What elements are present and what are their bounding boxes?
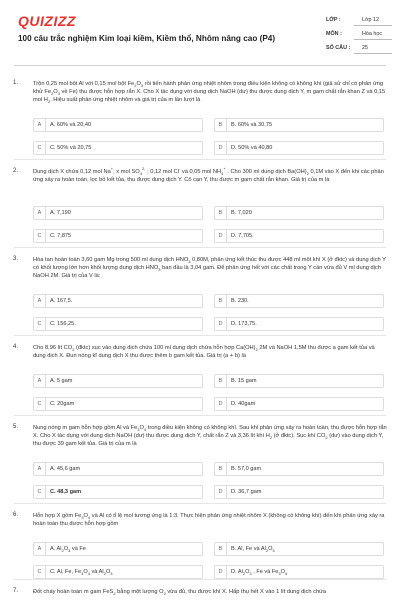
option-letter-badge: C: [34, 566, 46, 578]
option-a[interactable]: [33, 542, 203, 556]
question-divider: [14, 415, 386, 416]
question-text: Nung nóng m gam hỗn hợp gồm Al và $Fe_3O_4$ trong điều kiện không có không khí. Sau khi phản ứng xảy ra hoàn toàn, thu được hỗn hợp rắn X. Cho X tác dụng với dung dịch NaOH (dư) thu được dung dịch Y, chất rắn Z và 3,36 lít khí $H_2$ (ở đktc). Sục khí $CO_2$ (dư) vào dung dịch Y, thu được 39 gam kết tủa. Giá trị của m là: [33, 425, 387, 448]
option-text: C. 7,875: [50, 233, 72, 239]
question-number: 7.: [13, 588, 19, 594]
question-number: 5.: [13, 424, 19, 430]
option-d[interactable]: [214, 397, 384, 411]
option-text: A. 7,190: [50, 210, 71, 216]
question-number: 4.: [13, 344, 19, 350]
option-c[interactable]: [33, 141, 203, 155]
option-text: B. 57,0 gam: [231, 466, 262, 472]
option-letter-badge: A: [34, 119, 46, 131]
option-letter-badge: C: [34, 142, 46, 154]
option-text: C. Al, Fe, $Fe_3O_4$ và $Al_2O_3$: [50, 569, 113, 577]
option-letter-badge: A: [34, 375, 46, 387]
option-d[interactable]: [214, 565, 384, 579]
meta-count-value: 25: [362, 45, 368, 51]
option-text: D. 173,75.: [231, 321, 257, 327]
option-b[interactable]: [214, 206, 384, 220]
option-a[interactable]: [33, 118, 203, 132]
option-letter-badge: C: [34, 318, 46, 330]
option-letter-badge: C: [34, 230, 46, 242]
meta-subject-underline: [354, 39, 392, 40]
meta-grade-label: LỚP :: [326, 17, 341, 23]
meta-count-underline: [354, 53, 392, 54]
option-letter-badge: B: [215, 463, 227, 475]
option-letter-badge: D: [215, 318, 227, 330]
meta-grade-underline: [354, 25, 392, 26]
option-c[interactable]: [33, 397, 203, 411]
option-letter-badge: D: [215, 142, 227, 154]
question-number: 1.: [13, 80, 19, 86]
meta-grade-value: Lớp 12: [362, 17, 380, 23]
question-divider: [14, 579, 386, 580]
option-text: A. 5 gam: [50, 378, 73, 384]
option-a[interactable]: [33, 374, 203, 388]
option-letter-badge: A: [34, 543, 46, 555]
option-b[interactable]: [214, 542, 384, 556]
option-letter-badge: B: [215, 375, 227, 387]
meta-subject-value: Hóa học: [362, 31, 383, 37]
option-d[interactable]: [214, 485, 384, 499]
meta-subject-label: MÔN :: [326, 31, 342, 37]
option-text: D. 40gam: [231, 401, 256, 407]
option-d[interactable]: [214, 229, 384, 243]
question-text: Trộn 0,25 mol bột Al với 0,15 mol bột $Fe_2O_3$ rồi tiến hành phản ứng nhiệt nhôm trong điều kiện không có không khí (giả sử chỉ có phản ứng khử $Fe_2O_3$ về Fe) thu được hỗn hợp rắn X. Cho X tác dụng với dung dịch NaOH (dư) thu được dung dịch Y, m gam chất rắn khan Z và 0,15 mol $H_2$. Hiệu suất phản ứng nhiệt nhôm và giá trị của m lần lượt là: [33, 81, 386, 105]
option-c[interactable]: [33, 485, 203, 499]
option-letter-badge: A: [34, 463, 46, 475]
worksheet-header: [0, 0, 400, 62]
option-a[interactable]: [33, 206, 203, 220]
option-text: A. 45,6 gam: [50, 466, 81, 472]
question-number: 3.: [13, 256, 19, 262]
option-text: A. $Al_2O_3$ và Fe: [50, 546, 86, 554]
option-letter-badge: D: [215, 486, 227, 498]
option-letter-badge: B: [215, 543, 227, 555]
meta-count-label: SỐ CÂU :: [326, 45, 351, 51]
option-letter-badge: D: [215, 230, 227, 242]
option-text: D. 36,7 gam: [231, 489, 262, 495]
question-divider: [14, 247, 386, 248]
header-divider: [14, 65, 386, 66]
option-d[interactable]: [214, 317, 384, 331]
option-d[interactable]: [214, 141, 384, 155]
quizizz-logo: QUIZIZZ: [18, 13, 76, 29]
option-a[interactable]: [33, 294, 203, 308]
option-letter-badge: B: [215, 119, 227, 131]
option-text: C. 156,25.: [50, 321, 76, 327]
option-text: C. 50% và 20,75: [50, 145, 92, 151]
option-letter-badge: D: [215, 566, 227, 578]
option-text: D. 50% và 40,80: [231, 145, 273, 151]
option-text: D. 7,705.: [231, 233, 254, 239]
option-text: C. 20gam: [50, 401, 75, 407]
option-text: D. $Al_2O_3$ , Fe và $Fe_3O_4$: [231, 569, 288, 577]
option-text: A. 167,5.: [50, 298, 73, 304]
option-letter-badge: C: [34, 486, 46, 498]
question-number: 6.: [13, 512, 19, 518]
option-b[interactable]: [214, 462, 384, 476]
question-divider: [14, 335, 386, 336]
option-letter-badge: A: [34, 207, 46, 219]
option-letter-badge: A: [34, 295, 46, 307]
option-c[interactable]: [33, 565, 203, 579]
option-b[interactable]: [214, 118, 384, 132]
option-text: B. 60% và 30,75: [231, 122, 273, 128]
option-letter-badge: D: [215, 398, 227, 410]
option-letter-badge: B: [215, 295, 227, 307]
option-text: C. 48,3 gam: [50, 489, 82, 495]
option-text: B. Al, Fe và $Al_2O_3$: [231, 546, 275, 554]
option-letter-badge: C: [34, 398, 46, 410]
question-text: Hòa tan hoàn toàn 3,60 gam Mg trong 500 ml dung dịch $HNO_3$ 0,80M, phản ứng kết thúc thu được 448 ml một khí X (ở đktc) và dung dịch Y có khối lượng lớn hơn khối lượng dung dịch $HNO_3$ ban đầu là 3,04 gam. Để phản ứng hết với các chất trong Y cần vừa đủ V ml dung dịch NaOH 2M. Giá trị của V là:: [33, 257, 386, 280]
option-c[interactable]: [33, 229, 203, 243]
option-b[interactable]: [214, 374, 384, 388]
option-a[interactable]: [33, 462, 203, 476]
question-text: Hỗn hợp X gồm $Fe_3O_4$ và Al có tỉ lệ mol tương ứng là 1:3. Thực hiện phản ứng nhiệt nhôm X (không có không khí) đến khi phản ứng xảy ra hoàn toàn thu được hỗn hợp gồm: [33, 513, 385, 528]
question-divider: [14, 503, 386, 504]
option-text: B. 230.: [231, 298, 249, 304]
question-text: Cho 8,96 lít $CO_2$ (đktc) sục vào dung dịch chứa 100 ml dung dịch chứa hỗn hợp $Ca(OH)_2$ 2M và NaOH 1,5M thu được a gam kết tủa và dung dịch X. Đun nóng kĩ dung dịch X thu được thêm b gam kết tủa. Giá trị (a + b) là: [33, 345, 375, 360]
worksheet-title: 100 câu trắc nghiệm Kim loại kiềm, Kiềm thổ, Nhôm nâng cao (P4): [18, 34, 276, 43]
option-b[interactable]: [214, 294, 384, 308]
question-text: Đốt cháy hoàn toàn m gam FeS$_2$ bằng một lượng $O_2$ vừa đủ, thu được khí X. Hấp thụ hết X vào 1 lít dung dịch chứa: [33, 589, 327, 597]
question-divider: [14, 159, 386, 160]
question-text: Dung dịch X chứa 0,12 mol Na+; x mol $SO_4^{2-}$ ; 0,12 mol Cl- và 0,05 mol $NH_4^+$ . Cho 300 ml dung dịch $Ba(OH)_2$ 0,1M vào X đến khi các phản ứng xảy ra hoàn toàn, lọc bỏ kết tủa, thu được dung dịch Y. Cô cạn Y, thu được m gam chất rắn khan. Giá trị của m là: [33, 166, 384, 184]
option-text: B. 15 gam: [231, 378, 257, 384]
option-c[interactable]: [33, 317, 203, 331]
option-text: A. 60% và 20,40: [50, 122, 92, 128]
question-number: 2.: [13, 168, 19, 174]
option-text: B. 7,020: [231, 210, 252, 216]
option-letter-badge: B: [215, 207, 227, 219]
